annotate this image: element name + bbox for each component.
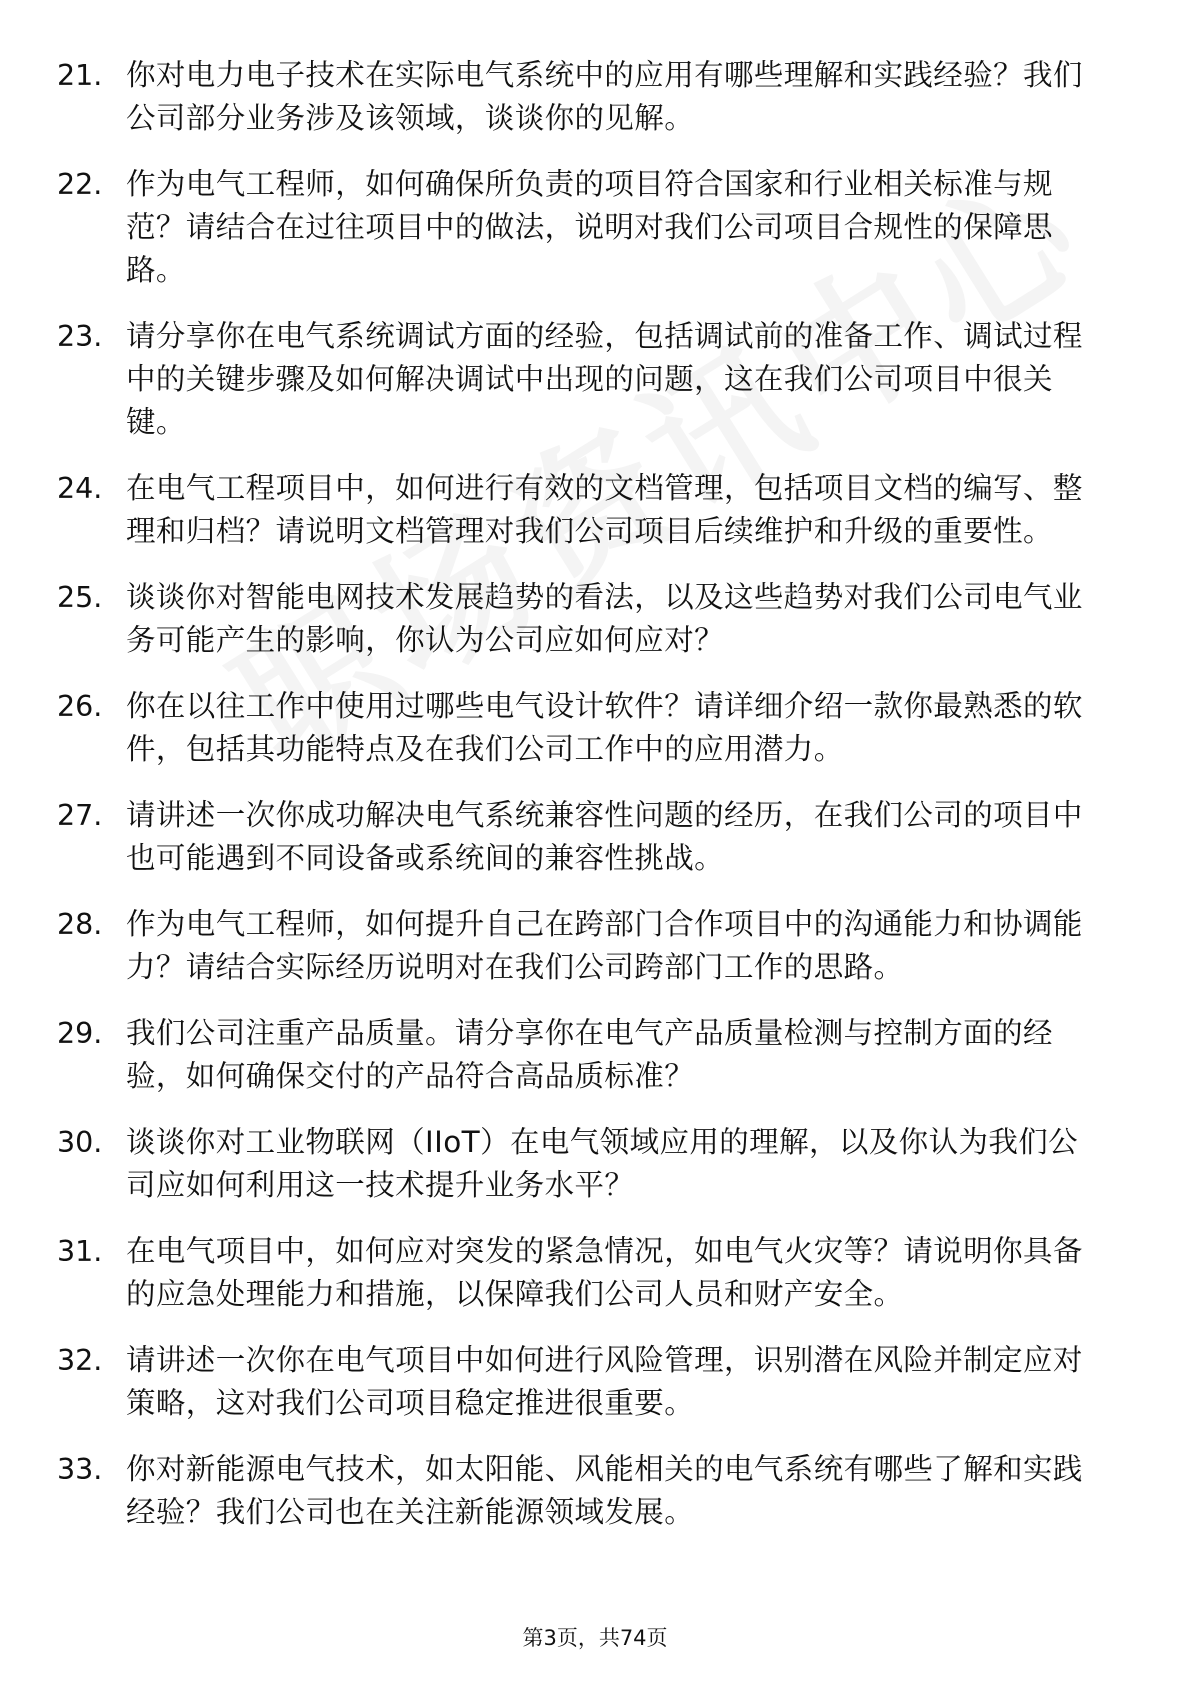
question-text: 作为电气工程师，如何提升自己在跨部门合作项目中的沟通能力和协调能力？请结合实际经历说明对在我们公司跨部门工作的思路。 bbox=[126, 907, 1083, 984]
question-number: 29. bbox=[57, 1017, 103, 1050]
question-number: 33. bbox=[57, 1453, 103, 1486]
question-number: 26. bbox=[57, 690, 103, 723]
question-number: 21. bbox=[57, 59, 103, 92]
question-text: 请讲述一次你成功解决电气系统兼容性问题的经历，在我们公司的项目中也可能遇到不同设备或系统间的兼容性挑战。 bbox=[126, 798, 1083, 875]
question-number: 25. bbox=[57, 581, 103, 614]
question-number: 23. bbox=[57, 320, 103, 353]
question-number: 24. bbox=[57, 472, 103, 505]
question-number: 28. bbox=[57, 908, 103, 941]
question-text: 谈谈你对工业物联网（IIoT）在电气领域应用的理解，以及你认为我们公司应如何利用这一技术提升业务水平？ bbox=[126, 1125, 1079, 1202]
question-text: 你对新能源电气技术，如太阳能、风能相关的电气系统有哪些了解和实践经验？我们公司也在关注新能源领域发展。 bbox=[126, 1452, 1083, 1529]
question-number: 31. bbox=[57, 1235, 103, 1268]
question-item bbox=[57, 1339, 1107, 1425]
question-item bbox=[57, 1012, 1107, 1098]
question-text: 请分享你在电气系统调试方面的经验，包括调试前的准备工作、调试过程中的关键步骤及如何解决调试中出现的问题，这在我们公司项目中很关键。 bbox=[126, 319, 1083, 439]
page-footer: 第3页，共74页 bbox=[522, 1626, 668, 1650]
question-list bbox=[57, 54, 1107, 1557]
question-text: 在电气工程项目中，如何进行有效的文档管理，包括项目文档的编写、整理和归档？请说明文档管理对我们公司项目后续维护和升级的重要性。 bbox=[126, 471, 1083, 548]
question-item bbox=[57, 54, 1107, 140]
question-item bbox=[57, 1121, 1107, 1207]
question-text: 你在以往工作中使用过哪些电气设计软件？请详细介绍一款你最熟悉的软件，包括其功能特点及在我们公司工作中的应用潜力。 bbox=[126, 689, 1083, 766]
question-item bbox=[57, 685, 1107, 771]
question-text: 在电气项目中，如何应对突发的紧急情况，如电气火灾等？请说明你具备的应急处理能力和措施，以保障我们公司人员和财产安全。 bbox=[126, 1234, 1083, 1311]
question-number: 22. bbox=[57, 168, 103, 201]
question-item bbox=[57, 1448, 1107, 1534]
question-item bbox=[57, 576, 1107, 662]
question-text: 作为电气工程师，如何确保所负责的项目符合国家和行业相关标准与规范？请结合在过往项目中的做法，说明对我们公司项目合规性的保障思路。 bbox=[126, 167, 1053, 287]
question-number: 27. bbox=[57, 799, 103, 832]
question-number: 30. bbox=[57, 1126, 103, 1159]
question-item bbox=[57, 163, 1107, 292]
question-item bbox=[57, 1230, 1107, 1316]
question-number: 32. bbox=[57, 1344, 103, 1377]
question-text: 请讲述一次你在电气项目中如何进行风险管理，识别潜在风险并制定应对策略，这对我们公司项目稳定推进很重要。 bbox=[126, 1343, 1083, 1420]
question-text: 谈谈你对智能电网技术发展趋势的看法，以及这些趋势对我们公司电气业务可能产生的影响，你认为公司应如何应对？ bbox=[126, 580, 1083, 657]
question-text: 我们公司注重产品质量。请分享你在电气产品质量检测与控制方面的经验，如何确保交付的产品符合高品质标准？ bbox=[126, 1016, 1053, 1093]
question-item bbox=[57, 315, 1107, 444]
question-item bbox=[57, 794, 1107, 880]
question-text: 你对电力电子技术在实际电气系统中的应用有哪些理解和实践经验？我们公司部分业务涉及该领域，谈谈你的见解。 bbox=[126, 58, 1083, 135]
question-item bbox=[57, 467, 1107, 553]
question-item bbox=[57, 903, 1107, 989]
